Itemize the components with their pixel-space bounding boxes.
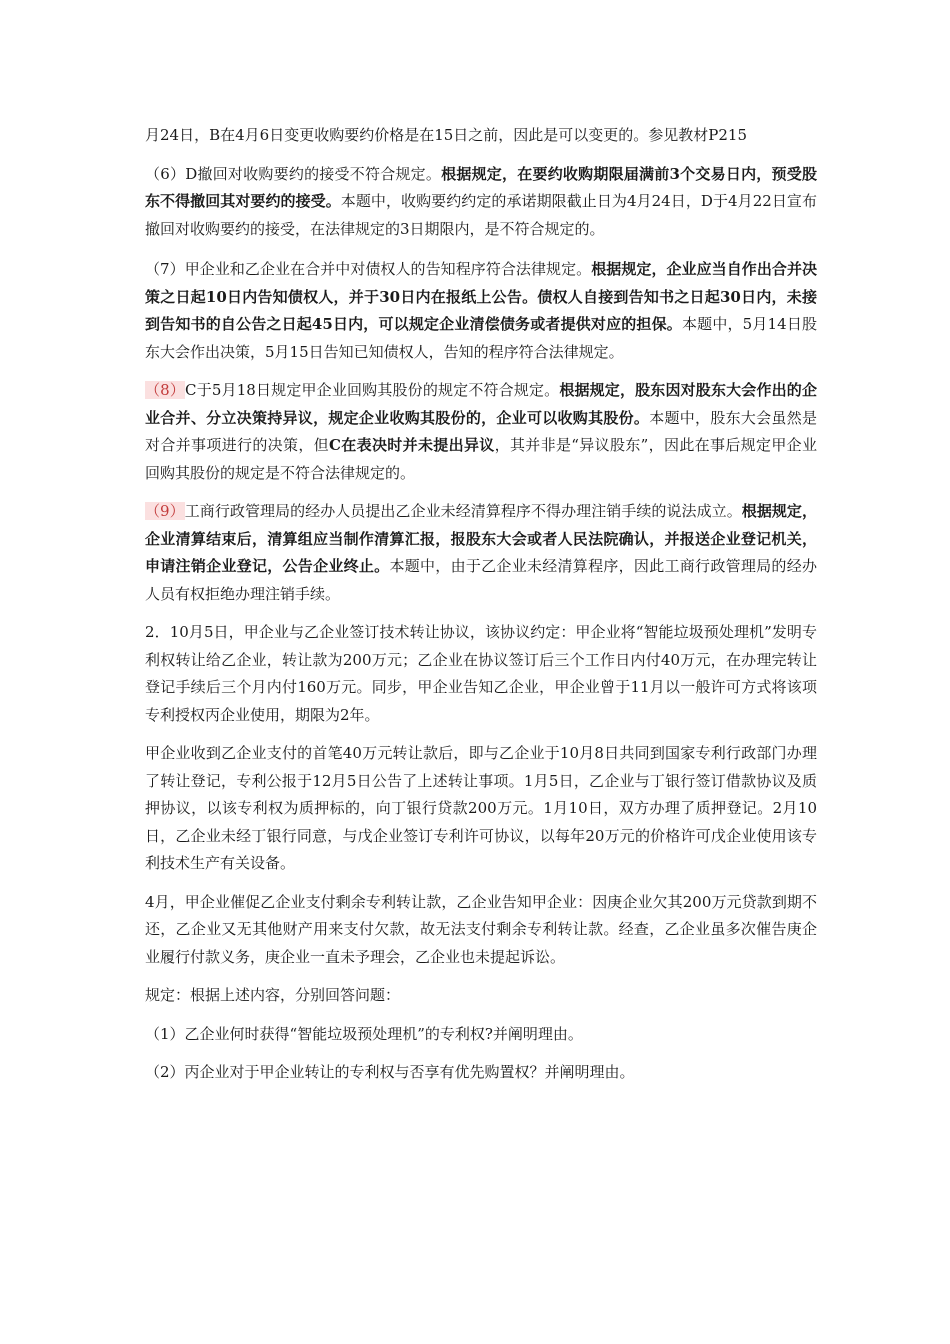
bold-text: 根据规定，企业清算结束后，清算组应当制作清算汇报，报股东大会或者人民法院确认，并报送企业登记机关，申请注销企业登记，公告企业终止。: [145, 502, 817, 575]
text-segment: 月24日，B在4月6日变更收购要约价格是在15日之前，因此是可以变更的。参见教材P215: [145, 126, 748, 144]
text-segment: 甲企业收到乙企业支付的首笔40万元转让款后，即与乙企业于10月8日共同到国家专利行政部门办理了转让登记，专利公报于12月5日公告了上述转让事项。1月5日，乙企业与丁银行签订借款协议及质押协议，以该专利权为质押标的，向丁银行贷款200万元。1月10日，双方办理了质押登记。2月10日，乙企业未经丁银行同意，与戊企业签订专利许可协议，以每年20万元的价格许可戊企业使用该专利技术生产有关设备。: [145, 744, 817, 872]
text-segment: 本题中，由于乙企业未经清算程序，因此工商行政管理局的经办人员有权拒绝办理注销手续。: [145, 557, 817, 603]
bold-text: 根据规定，企业应当自作出合并决策之日起10日内告知债权人，并于30日内在报纸上公告。债权人自接到告知书之日起30日内，未接到告知书的自公告之日起45日内，可以规定企业清偿债务或者提供对应的担保。: [145, 260, 817, 333]
text-segment: （7）甲企业和乙企业在合并中对债权人的告知程序符合法律规定。: [145, 260, 592, 278]
document-body: [145, 122, 817, 1098]
text-segment: 2．10月5日，甲企业与乙企业签订技术转让协议，该协议约定：甲企业将“智能垃圾预处理机”发明专利权转让给乙企业，转让款为200万元；乙企业在协议签订后三个工作日内付40万元，在办理完转让登记手续后三个月内付160万元。同步，甲企业告知乙企业，甲企业曾于11月以一般许可方式将该项专利授权丙企业使用，期限为2年。: [145, 623, 817, 724]
text-segment: 本题中，5月14日股东大会作出决策，5月15日告知已知债权人，告知的程序符合法律规定。: [145, 315, 817, 361]
text-segment: （1）乙企业何时获得“智能垃圾预处理机”的专利权?并阐明理由。: [145, 1024, 583, 1043]
paragraph-5: [145, 498, 817, 608]
text-segment: 规定：根据上述内容，分别回答问题：: [145, 986, 401, 1004]
highlighted-number: （8）: [145, 381, 186, 399]
paragraph-8: [145, 889, 817, 972]
paragraph-1: [145, 122, 817, 150]
text-segment: ，其并非是“异议股东”，因此在事后规定甲企业回购其股份的规定是不符合法律规定的。: [145, 436, 817, 482]
text-segment: 本题中，收购要约约定的承诺期限截止日为4月24日，D于4月22日宣布撤回对收购要约的接受，在法律规定的3日期限内，是不符合规定的。: [145, 192, 817, 238]
paragraph-4: [145, 377, 817, 487]
text-segment: 本题中，股东大会虽然是对合并事项进行的决策，但: [145, 408, 817, 454]
paragraph-9: [145, 982, 817, 1010]
bold-text: C在表决时并未提出异议: [329, 436, 495, 454]
paragraph-3: [145, 256, 817, 366]
paragraph-2: [145, 161, 817, 244]
paragraph-10: [145, 1021, 817, 1049]
paragraph-7: [145, 740, 817, 878]
paragraph-11: [145, 1059, 817, 1087]
bold-text: 根据规定，股东因对股东大会作出的企业合并、分立决策持异议，规定企业收购其股份的，企业可以收购其股份。: [145, 381, 817, 427]
text-segment: （6）D撤回对收购要约的接受不符合规定。: [145, 164, 442, 183]
bold-text: 根据规定，在要约收购期限届满前3个交易日内，预受股东不得撤回其对要约的接受。: [145, 164, 817, 210]
text-segment: 4月，甲企业催促乙企业支付剩余专利转让款，乙企业告知甲企业：因庚企业欠其200万元贷款到期不还，乙企业又无其他财产用来支付欠款，故无法支付剩余专利转让款。经查，乙企业虽多次催告庚企业履行付款义务，庚企业一直未予理会，乙企业也未提起诉讼。: [145, 892, 817, 966]
text-segment: （2）丙企业对于甲企业转让的专利权与否享有优先购置权？并阐明理由。: [145, 1063, 635, 1081]
highlighted-number: （9）: [145, 502, 185, 520]
paragraph-6: [145, 619, 817, 729]
text-segment: 工商行政管理局的经办人员提出乙企业未经清算程序不得办理注销手续的说法成立。: [184, 502, 742, 520]
text-segment: C于5月18日规定甲企业回购其股份的规定不符合规定。: [185, 381, 560, 399]
